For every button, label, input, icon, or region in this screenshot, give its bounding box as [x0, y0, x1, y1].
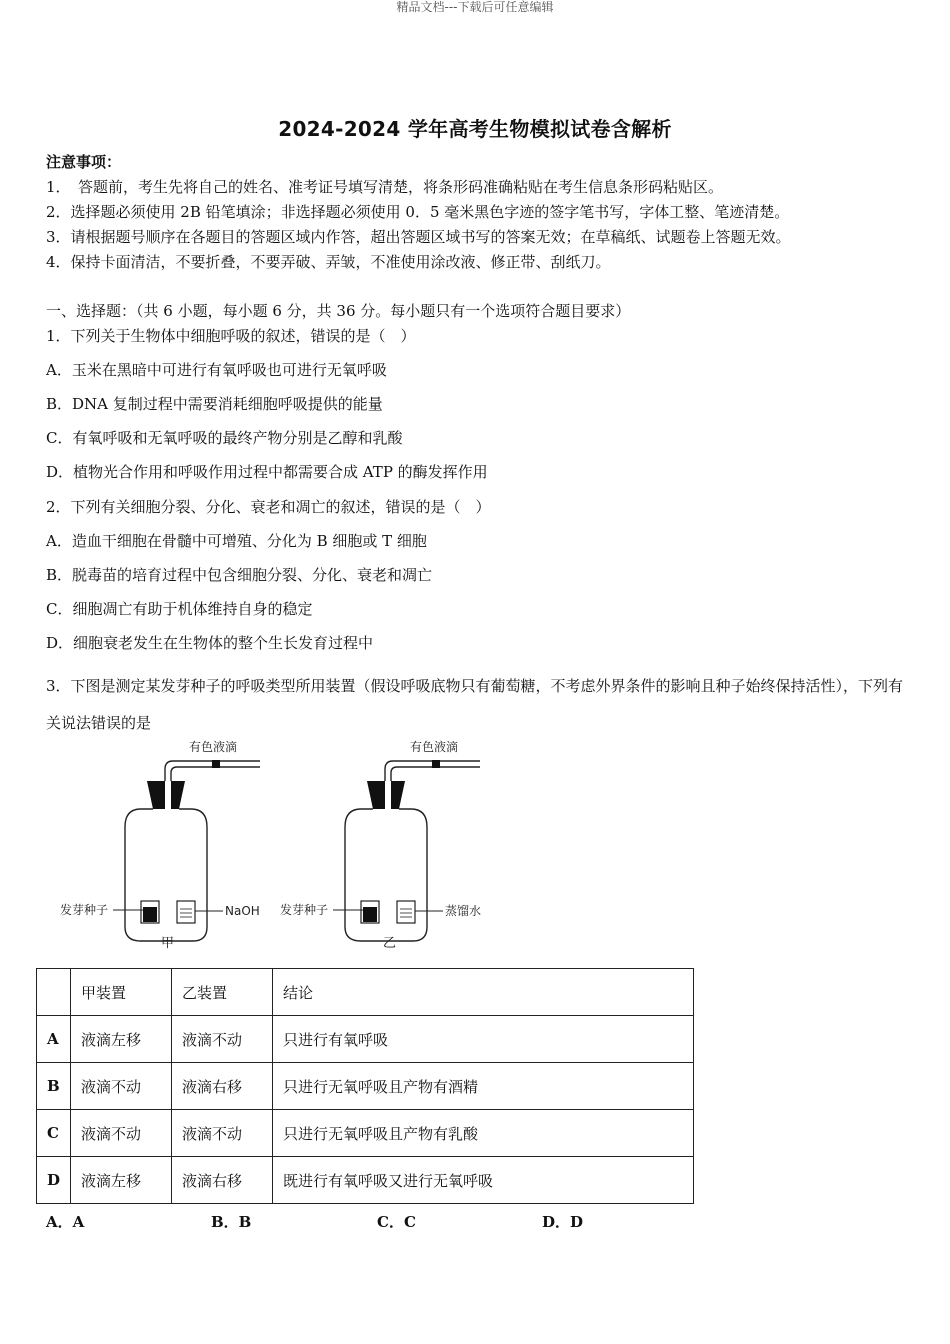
question-2-option-d: D．细胞衰老发生在生物体的整个生长发育过程中 [46, 634, 374, 652]
question-2-option-a: A．造血干细胞在骨髓中可增殖、分化为 B 细胞或 T 细胞 [46, 532, 427, 550]
answer-option-d: D．D [542, 1213, 584, 1231]
solution-label-right: 蒸馏水 [445, 904, 482, 918]
table-cell: 液滴不动 [71, 1110, 172, 1157]
colored-drop-right [432, 760, 440, 768]
table-cell: 只进行无氧呼吸且产物有酒精 [273, 1063, 694, 1110]
table-row [37, 1016, 694, 1063]
table-cell: A [37, 1016, 71, 1063]
table-cell: 只进行无氧呼吸且产物有乳酸 [273, 1110, 694, 1157]
section-heading: 一、选择题：（共 6 小题，每小题 6 分，共 36 分。每小题只有一个选项符合题目要求） [46, 302, 631, 320]
caption-right: 乙 [383, 936, 397, 951]
table-cell: 液滴左移 [71, 1157, 172, 1204]
page-title: 2024-2024 学年高考生物模拟试卷含解析 [278, 117, 672, 141]
table-cell: D [37, 1157, 71, 1204]
question-1-stem: 1．下列关于生物体中细胞呼吸的叙述，错误的是（ ） [46, 327, 416, 345]
table-cell: 液滴不动 [172, 1016, 273, 1063]
seed-label-left: 发芽种子 [60, 903, 109, 917]
header-note: 精品文档---下载后可任意编辑 [396, 0, 554, 14]
table-cell: 液滴右移 [172, 1157, 273, 1204]
question-2-stem: 2．下列有关细胞分裂、分化、衰老和凋亡的叙述，错误的是（ ） [46, 498, 491, 516]
notice-item: 2．选择题必须使用 2B 铅笔填涂；非选择题必须使用 0．5 毫米黑色字迹的签字笔书写，字体工整、笔迹清楚。 [46, 203, 790, 221]
table-header-cell: 甲装置 [71, 969, 172, 1016]
question-1-option-d: D．植物光合作用和呼吸作用过程中都需要合成 ATP 的酶发挥作用 [46, 463, 488, 481]
colored-drop-left [212, 760, 220, 768]
notice-item: 1． 答题前，考生先将自己的姓名、准考证号填写清楚，将条形码准确粘贴在考生信息条形码粘贴区。 [46, 178, 724, 196]
answer-table [36, 968, 694, 1204]
question-3-stem: 3．下图是测定某发芽种子的呼吸类型所用装置（假设呼吸底物只有葡萄糖，不考虑外界条件的影响且种子始终保持活性），下列有关说法错误的是 [46, 677, 904, 732]
table-cell: 液滴左移 [71, 1016, 172, 1063]
apparatus-left [60, 739, 260, 951]
table-cell: 液滴不动 [172, 1110, 273, 1157]
table-header-cell: 乙装置 [172, 969, 273, 1016]
table-cell: B [37, 1063, 71, 1110]
question-1-option-b: B．DNA 复制过程中需要消耗细胞呼吸提供的能量 [46, 395, 383, 413]
table-row [37, 1063, 694, 1110]
question-2-option-b: B．脱毒苗的培育过程中包含细胞分裂、分化、衰老和凋亡 [46, 566, 433, 584]
table-cell: C [37, 1110, 71, 1157]
table-header-cell [37, 969, 71, 1016]
seeds-right [363, 907, 377, 922]
seed-label-right: 发芽种子 [280, 903, 329, 917]
table-cell: 既进行有氧呼吸又进行无氧呼吸 [273, 1157, 694, 1204]
answer-option-b: B．B [211, 1213, 252, 1231]
table-cell: 只进行有氧呼吸 [273, 1016, 694, 1063]
table-cell: 液滴右移 [172, 1063, 273, 1110]
question-2-option-c: C．细胞凋亡有助于机体维持自身的稳定 [46, 600, 313, 618]
notice-item: 4．保持卡面清洁，不要折叠，不要弄破、弄皱，不准使用涂改液、修正带、刮纸刀。 [46, 253, 611, 271]
table-header-row [37, 969, 694, 1016]
notice-heading: 注意事项： [46, 153, 122, 171]
solution-label-left: NaOH [225, 904, 260, 918]
table-row [37, 1110, 694, 1157]
answer-option-c: C．C [377, 1213, 416, 1231]
question-1-option-c: C．有氧呼吸和无氧呼吸的最终产物分别是乙醇和乳酸 [46, 429, 403, 447]
table-cell: 液滴不动 [71, 1063, 172, 1110]
caption-left: 甲 [161, 936, 175, 951]
apparatus-diagram [55, 737, 505, 959]
question-1-option-a: A．玉米在黑暗中可进行有氧呼吸也可进行无氧呼吸 [46, 361, 387, 379]
notice-item: 3．请根据题号顺序在各题目的答题区域内作答，超出答题区域书写的答案无效；在草稿纸、试题卷上答题无效。 [46, 228, 791, 246]
answer-option-a: A．A [46, 1213, 85, 1231]
apparatus-right [280, 739, 481, 951]
drop-label-right: 有色液滴 [410, 740, 459, 754]
table-header-cell: 结论 [273, 969, 694, 1016]
drop-label-left: 有色液滴 [189, 740, 238, 754]
table-row [37, 1157, 694, 1204]
seeds-left [143, 907, 157, 922]
